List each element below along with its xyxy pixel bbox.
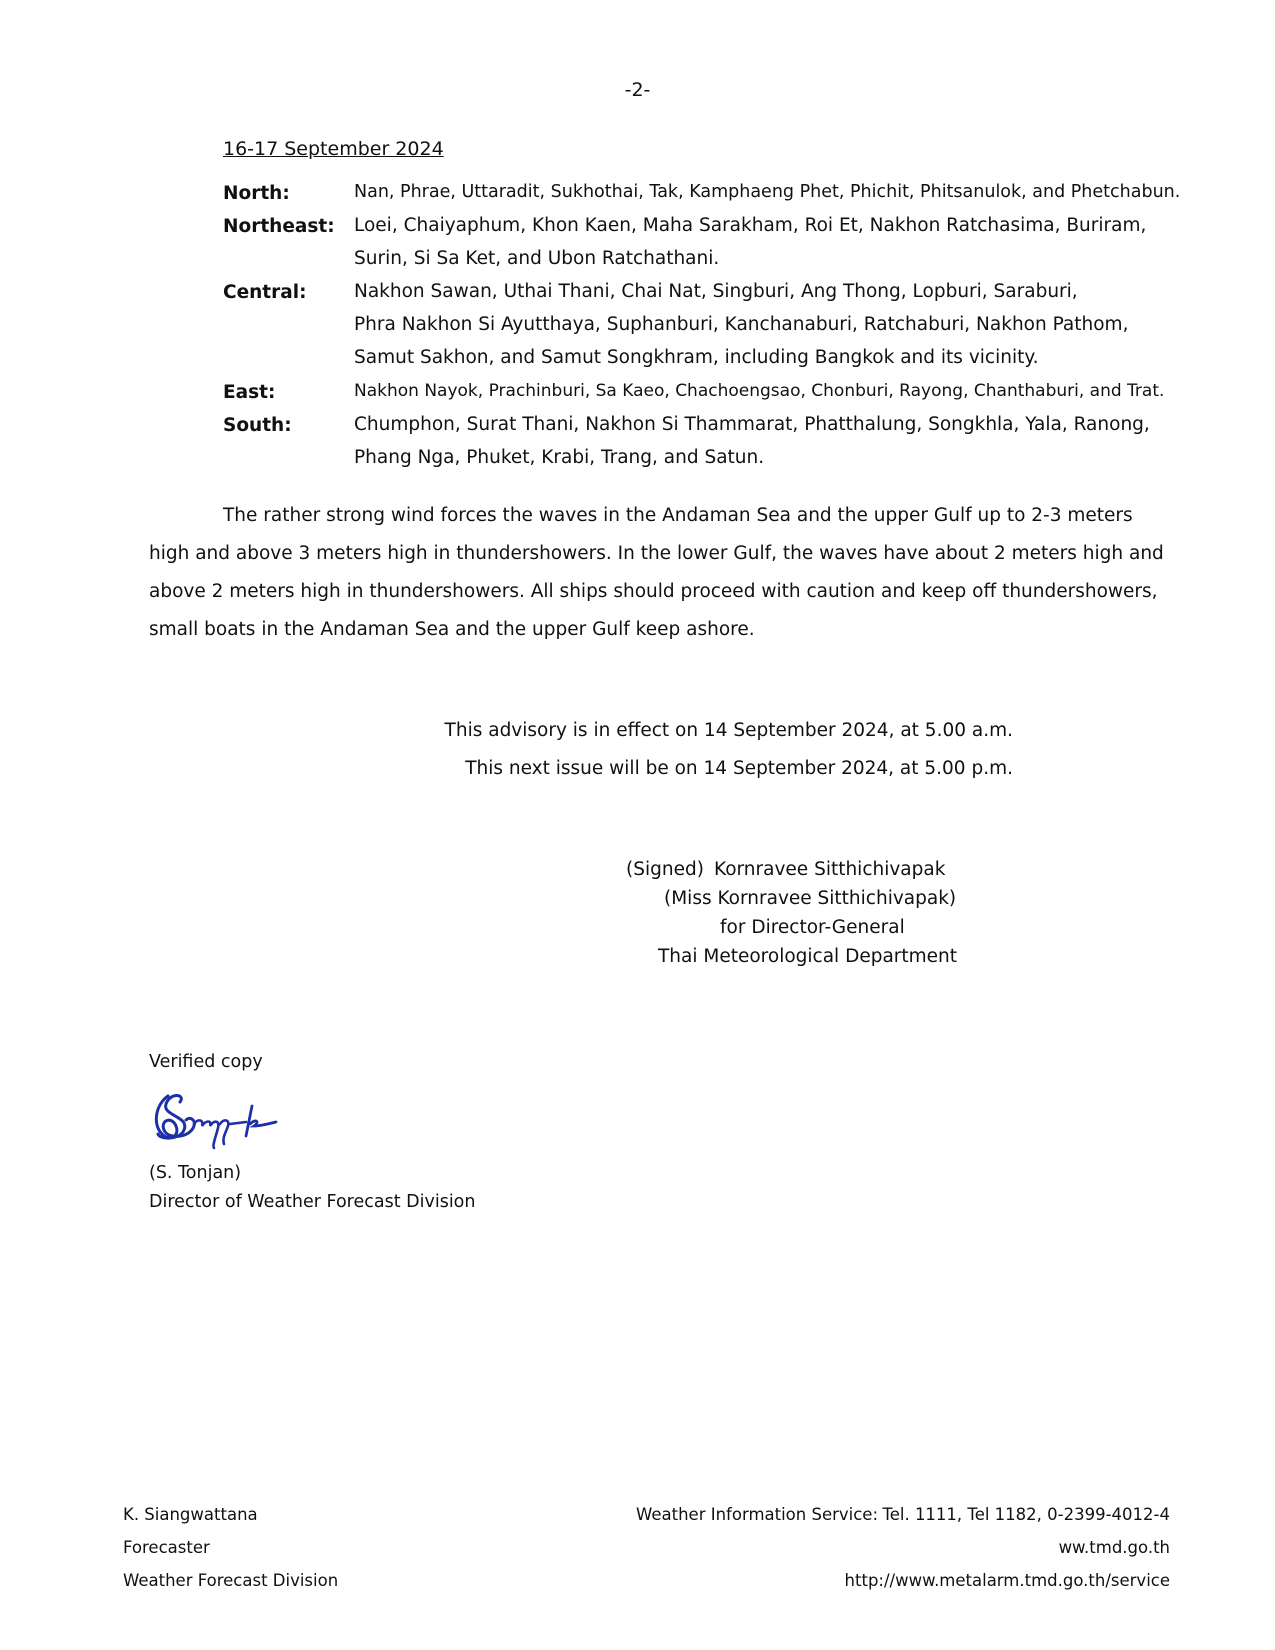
verified-title: Director of Weather Forecast Division <box>149 1192 476 1212</box>
region-line: Nakhon Nayok, Prachinburi, Sa Kaeo, Chachoengsao, Chonburi, Rayong, Chanthaburi, and Trat. <box>354 381 1165 401</box>
region-label: Northeast: <box>223 216 335 237</box>
region-line: Phang Nga, Phuket, Krabi, Trang, and Satun. <box>354 447 765 468</box>
region-line: Chumphon, Surat Thani, Nakhon Si Thammarat, Phatthalung, Songkhla, Yala, Ranong, <box>354 414 1150 435</box>
footer-division: Weather Forecast Division <box>123 1571 339 1590</box>
region-line: Surin, Si Sa Ket, and Ubon Ratchathani. <box>354 248 720 269</box>
advisory-next-issue: This next issue will be on 14 September 2024, at 5.00 p.m. <box>465 758 1013 779</box>
region-label: North: <box>223 183 290 204</box>
paragraph-line: The rather strong wind forces the waves in the Andaman Sea and the upper Gulf up to 2-3 meters <box>223 505 1133 526</box>
page-number: -2- <box>624 79 651 101</box>
region-line: Samut Sakhon, and Samut Songkhram, including Bangkok and its vicinity. <box>354 347 1039 368</box>
footer-website-link[interactable]: ww.tmd.go.th <box>1058 1538 1170 1557</box>
wave-advisory-paragraph <box>149 497 1164 649</box>
signed-label: (Signed) <box>626 859 704 880</box>
footer-forecaster-role: Forecaster <box>123 1538 210 1557</box>
region-line: Nakhon Sawan, Uthai Thani, Chai Nat, Singburi, Ang Thong, Lopburi, Saraburi, <box>354 281 1078 302</box>
footer-service-label: Weather Information Service: <box>636 1505 879 1524</box>
region-provinces <box>354 275 1134 374</box>
region-line: Phra Nakhon Si Ayutthaya, Suphanburi, Kanchanaburi, Ratchaburi, Nakhon Pathom, <box>354 314 1129 335</box>
footer-service-url-link[interactable]: http://www.metalarm.tmd.go.th/service <box>844 1571 1170 1590</box>
region-label: Central: <box>223 282 307 303</box>
verified-name: (S. Tonjan) <box>149 1163 242 1183</box>
region-line: Nan, Phrae, Uttaradit, Sukhothai, Tak, Kamphaeng Phet, Phichit, Phitsanulok, and Phetchabun. <box>354 182 1181 202</box>
signed-name: Kornravee Sitthichivapak <box>714 859 946 880</box>
signed-department: Thai Meteorological Department <box>658 946 958 967</box>
region-line: Loei, Chaiyaphum, Khon Kaen, Maha Sarakham, Roi Et, Nakhon Ratchasima, Buriram, <box>354 215 1147 236</box>
region-provinces <box>354 176 1181 209</box>
paragraph-line: high and above 3 meters high in thundershowers. In the lower Gulf, the waves have about 2 meters high and <box>149 543 1164 564</box>
handwritten-signature <box>150 1090 280 1150</box>
paragraph-line: above 2 meters high in thundershowers. All ships should proceed with caution and keep off thundershowers, <box>149 581 1158 602</box>
advisory-effect: This advisory is in effect on 14 September 2024, at 5.00 a.m. <box>444 720 1013 741</box>
footer-phones: Tel. 1111, Tel 1182, 0-2399-4012-4 <box>882 1505 1170 1524</box>
date-heading: 16-17 September 2024 <box>223 138 444 160</box>
region-label: East: <box>223 382 276 403</box>
footer-forecaster-name: K. Siangwattana <box>123 1505 258 1524</box>
signed-full-name: (Miss Kornravee Sitthichivapak) <box>664 888 957 909</box>
region-provinces <box>354 209 1147 275</box>
verified-label: Verified copy <box>149 1052 263 1072</box>
region-label: South: <box>223 415 292 436</box>
region-provinces <box>354 375 1165 408</box>
signed-role: for Director-General <box>720 917 905 938</box>
region-provinces <box>354 408 1150 474</box>
paragraph-line: small boats in the Andaman Sea and the upper Gulf keep ashore. <box>149 619 755 640</box>
